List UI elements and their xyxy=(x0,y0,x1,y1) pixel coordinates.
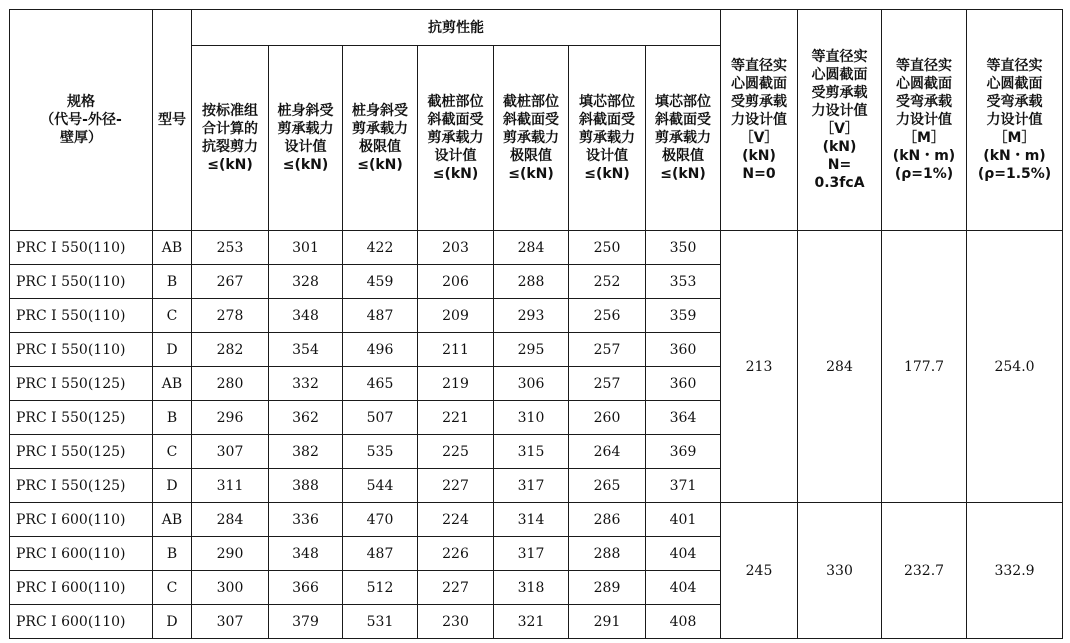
value-cell: 404 xyxy=(646,537,721,571)
value-cell: 465 xyxy=(343,367,418,401)
spec-cell: PRC Ⅰ 550(125) xyxy=(10,435,153,469)
spec-cell: PRC Ⅰ 550(110) xyxy=(10,231,153,265)
value-cell: 264 xyxy=(569,435,646,469)
value-cell: 379 xyxy=(269,605,343,639)
type-cell: C xyxy=(153,299,192,333)
value-cell: 544 xyxy=(343,469,418,503)
table-row xyxy=(10,231,1063,265)
type-cell: B xyxy=(153,537,192,571)
value-cell: 306 xyxy=(494,367,569,401)
spec-cell: PRC Ⅰ 600(110) xyxy=(10,503,153,537)
value-cell: 360 xyxy=(646,333,721,367)
header-cut-shear-design: 截桩部位 斜截面受 剪承载力 设计值 ≤(kN) xyxy=(418,46,494,231)
value-cell: 288 xyxy=(569,537,646,571)
value-cell: 307 xyxy=(192,605,269,639)
value-cell: 224 xyxy=(418,503,494,537)
value-cell: 265 xyxy=(569,469,646,503)
value-cell: 353 xyxy=(646,265,721,299)
value-cell: 310 xyxy=(494,401,569,435)
value-cell: 317 xyxy=(494,469,569,503)
spec-cell: PRC Ⅰ 600(110) xyxy=(10,605,153,639)
value-cell: 318 xyxy=(494,571,569,605)
header-fill-shear-limit: 填芯部位 斜截面受 剪承载力 极限值 ≤(kN) xyxy=(646,46,721,231)
value-cell: 284 xyxy=(494,231,569,265)
type-cell: D xyxy=(153,333,192,367)
value-cell: 267 xyxy=(192,265,269,299)
value-cell: 321 xyxy=(494,605,569,639)
value-cell: 227 xyxy=(418,469,494,503)
header-crack-shear: 按标准组 合计算的 抗裂剪力 ≤(kN) xyxy=(192,46,269,231)
table-container xyxy=(9,9,1063,639)
group-eq-shear-n0: 245 xyxy=(721,503,798,639)
value-cell: 487 xyxy=(343,299,418,333)
value-cell: 328 xyxy=(269,265,343,299)
value-cell: 404 xyxy=(646,571,721,605)
value-cell: 290 xyxy=(192,537,269,571)
value-cell: 382 xyxy=(269,435,343,469)
value-cell: 300 xyxy=(192,571,269,605)
value-cell: 496 xyxy=(343,333,418,367)
value-cell: 388 xyxy=(269,469,343,503)
type-cell: B xyxy=(153,265,192,299)
type-cell: AB xyxy=(153,367,192,401)
value-cell: 359 xyxy=(646,299,721,333)
value-cell: 227 xyxy=(418,571,494,605)
type-cell: D xyxy=(153,605,192,639)
header-eq-shear-n0: 等直径实 心圆截面 受剪承载 力设计值 ［V］ (kN) N=0 xyxy=(721,10,798,231)
value-cell: 408 xyxy=(646,605,721,639)
value-cell: 209 xyxy=(418,299,494,333)
value-cell: 315 xyxy=(494,435,569,469)
value-cell: 314 xyxy=(494,503,569,537)
value-cell: 336 xyxy=(269,503,343,537)
group-eq-shear-n0: 213 xyxy=(721,231,798,503)
value-cell: 422 xyxy=(343,231,418,265)
type-cell: AB xyxy=(153,503,192,537)
group-eq-shear-n03: 330 xyxy=(798,503,882,639)
type-cell: D xyxy=(153,469,192,503)
value-cell: 401 xyxy=(646,503,721,537)
group-eq-moment-15pct: 332.9 xyxy=(967,503,1063,639)
value-cell: 307 xyxy=(192,435,269,469)
value-cell: 278 xyxy=(192,299,269,333)
group-eq-moment-1pct: 177.7 xyxy=(882,231,967,503)
value-cell: 296 xyxy=(192,401,269,435)
value-cell: 250 xyxy=(569,231,646,265)
value-cell: 257 xyxy=(569,367,646,401)
spec-cell: PRC Ⅰ 550(125) xyxy=(10,367,153,401)
value-cell: 286 xyxy=(569,503,646,537)
header-type: 型号 xyxy=(153,10,192,231)
value-cell: 487 xyxy=(343,537,418,571)
value-cell: 289 xyxy=(569,571,646,605)
value-cell: 366 xyxy=(269,571,343,605)
value-cell: 301 xyxy=(269,231,343,265)
table-header xyxy=(10,10,1063,231)
spec-cell: PRC Ⅰ 550(125) xyxy=(10,401,153,435)
spec-cell: PRC Ⅰ 550(110) xyxy=(10,265,153,299)
value-cell: 332 xyxy=(269,367,343,401)
value-cell: 221 xyxy=(418,401,494,435)
spec-cell: PRC Ⅰ 550(110) xyxy=(10,299,153,333)
value-cell: 350 xyxy=(646,231,721,265)
spec-cell: PRC Ⅰ 600(110) xyxy=(10,537,153,571)
header-eq-moment-15pct: 等直径实 心圆截面 受弯承载 力设计值 ［M］ (kN・m) (ρ=1.5%) xyxy=(967,10,1063,231)
value-cell: 317 xyxy=(494,537,569,571)
value-cell: 293 xyxy=(494,299,569,333)
spec-cell: PRC Ⅰ 600(110) xyxy=(10,571,153,605)
value-cell: 295 xyxy=(494,333,569,367)
spec-cell: PRC Ⅰ 550(125) xyxy=(10,469,153,503)
value-cell: 230 xyxy=(418,605,494,639)
value-cell: 219 xyxy=(418,367,494,401)
header-shear-performance: 抗剪性能 xyxy=(192,10,721,46)
type-cell: AB xyxy=(153,231,192,265)
value-cell: 531 xyxy=(343,605,418,639)
group-eq-moment-15pct: 254.0 xyxy=(967,231,1063,503)
value-cell: 257 xyxy=(569,333,646,367)
value-cell: 364 xyxy=(646,401,721,435)
header-spec: 规格 （代号-外径- 壁厚） xyxy=(10,10,153,231)
table-body xyxy=(10,231,1063,639)
value-cell: 369 xyxy=(646,435,721,469)
value-cell: 535 xyxy=(343,435,418,469)
header-fill-shear-design: 填芯部位 斜截面受 剪承载力 设计值 ≤(kN) xyxy=(569,46,646,231)
value-cell: 470 xyxy=(343,503,418,537)
value-cell: 203 xyxy=(418,231,494,265)
value-cell: 206 xyxy=(418,265,494,299)
value-cell: 225 xyxy=(418,435,494,469)
value-cell: 371 xyxy=(646,469,721,503)
value-cell: 459 xyxy=(343,265,418,299)
value-cell: 256 xyxy=(569,299,646,333)
pile-shear-performance-table xyxy=(9,9,1063,639)
value-cell: 512 xyxy=(343,571,418,605)
value-cell: 362 xyxy=(269,401,343,435)
value-cell: 253 xyxy=(192,231,269,265)
value-cell: 282 xyxy=(192,333,269,367)
value-cell: 348 xyxy=(269,537,343,571)
value-cell: 280 xyxy=(192,367,269,401)
header-eq-moment-1pct: 等直径实 心圆截面 受弯承载 力设计值 ［M］ (kN・m) (ρ=1%) xyxy=(882,10,967,231)
value-cell: 284 xyxy=(192,503,269,537)
header-eq-shear-n03: 等直径实 心圆截面 受剪承载 力设计值 ［V］ (kN) N= 0.3fcA xyxy=(798,10,882,231)
value-cell: 348 xyxy=(269,299,343,333)
group-eq-moment-1pct: 232.7 xyxy=(882,503,967,639)
value-cell: 311 xyxy=(192,469,269,503)
group-eq-shear-n03: 284 xyxy=(798,231,882,503)
header-body-shear-limit: 桩身斜受 剪承载力 极限值 ≤(kN) xyxy=(343,46,418,231)
value-cell: 226 xyxy=(418,537,494,571)
value-cell: 260 xyxy=(569,401,646,435)
value-cell: 291 xyxy=(569,605,646,639)
header-body-shear-design: 桩身斜受 剪承载力 设计值 ≤(kN) xyxy=(269,46,343,231)
type-cell: C xyxy=(153,435,192,469)
value-cell: 354 xyxy=(269,333,343,367)
spec-cell: PRC Ⅰ 550(110) xyxy=(10,333,153,367)
type-cell: B xyxy=(153,401,192,435)
value-cell: 288 xyxy=(494,265,569,299)
header-cut-shear-limit: 截桩部位 斜截面受 剪承载力 极限值 ≤(kN) xyxy=(494,46,569,231)
value-cell: 252 xyxy=(569,265,646,299)
value-cell: 507 xyxy=(343,401,418,435)
value-cell: 211 xyxy=(418,333,494,367)
type-cell: C xyxy=(153,571,192,605)
value-cell: 360 xyxy=(646,367,721,401)
table-row xyxy=(10,503,1063,537)
